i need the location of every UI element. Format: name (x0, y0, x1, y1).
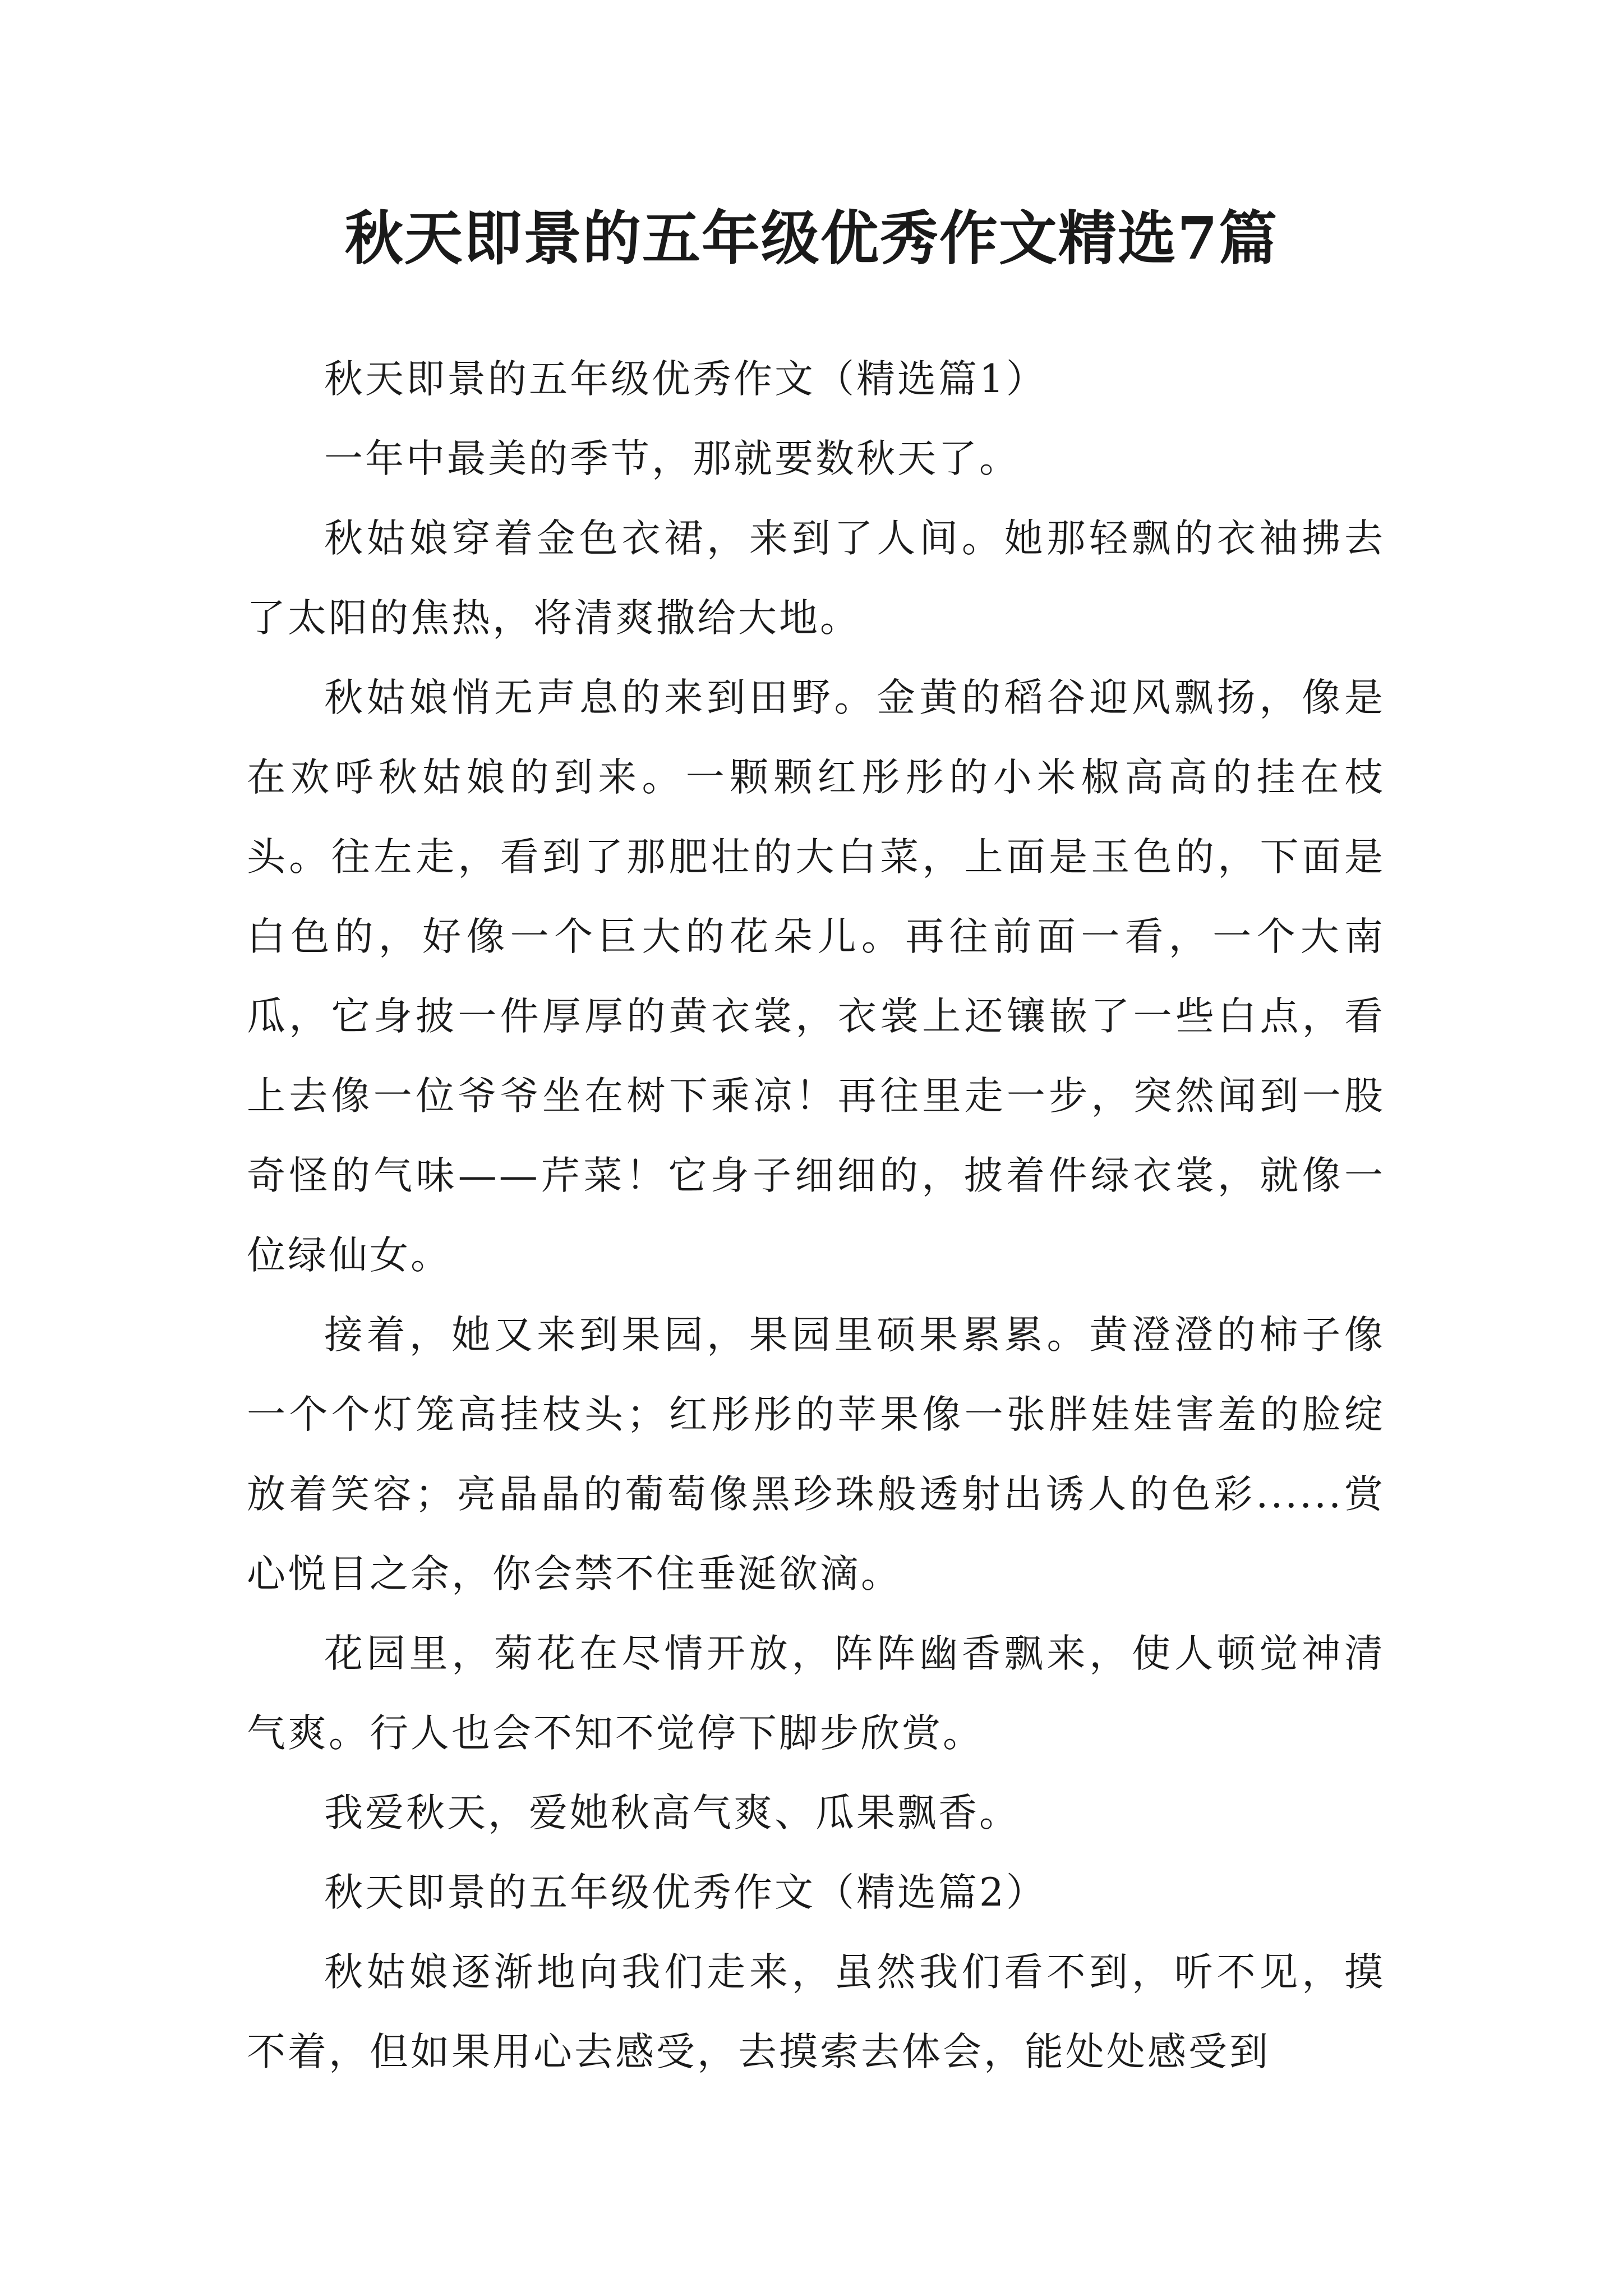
paragraph: 我爱秋天，爱她秋高气爽、瓜果飘香。 (324, 1791, 1020, 1835)
document-title: 秋天即景的五年级优秀作文精选7篇 (344, 204, 1279, 273)
paragraph: 一年中最美的季节，那就要数秋天了。 (324, 436, 1020, 481)
paragraph: 花园里，菊花在尽情开放，阵阵幽香飘来，使人顿觉神清气爽。行人也会不知不觉停下脚步欣赏。 (247, 1631, 1385, 1756)
document-body (247, 339, 1385, 2092)
paragraph: 秋姑娘逐渐地向我们走来，虽然我们看不到，听不见，摸不着，但如果用心去感受，去摸索去体会，能处处感受到 (247, 1950, 1385, 2074)
section-heading-2: 秋天即景的五年级优秀作文（精选篇2） (324, 1870, 1047, 1915)
paragraph: 秋姑娘悄无声息的来到田野。金黄的稻谷迎风飘扬，像是在欢呼秋姑娘的到来。一颗颗红彤彤的小米椒高高的挂在枝头。往左走，看到了那肥壮的大白菜，上面是玉色的，下面是白色的，好像一个巨大的花朵儿。再往前面一看，一个大南瓜，它身披一件厚厚的黄衣裳，衣裳上还镶嵌了一些白点，看上去像一位爷爷坐在树下乘凉！再往里走一步，突然闻到一股奇怪的气味——芹菜！它身子细细的，披着件绿衣裳，就像一位绿仙女。 (247, 675, 1385, 1278)
paragraph: 秋姑娘穿着金色衣裙，来到了人间。她那轻飘的衣袖拂去了太阳的焦热，将清爽撒给大地。 (247, 516, 1385, 641)
paragraph: 接着，她又来到果园，果园里硕果累累。黄澄澄的柿子像一个个灯笼高挂枝头；红彤彤的苹果像一张胖娃娃害羞的脸绽放着笑容；亮晶晶的葡萄像黑珍珠般透射出诱人的色彩......赏心悦目之余，你会禁不住垂涎欲滴。 (247, 1313, 1385, 1596)
section-heading-1: 秋天即景的五年级优秀作文（精选篇1） (324, 357, 1047, 402)
